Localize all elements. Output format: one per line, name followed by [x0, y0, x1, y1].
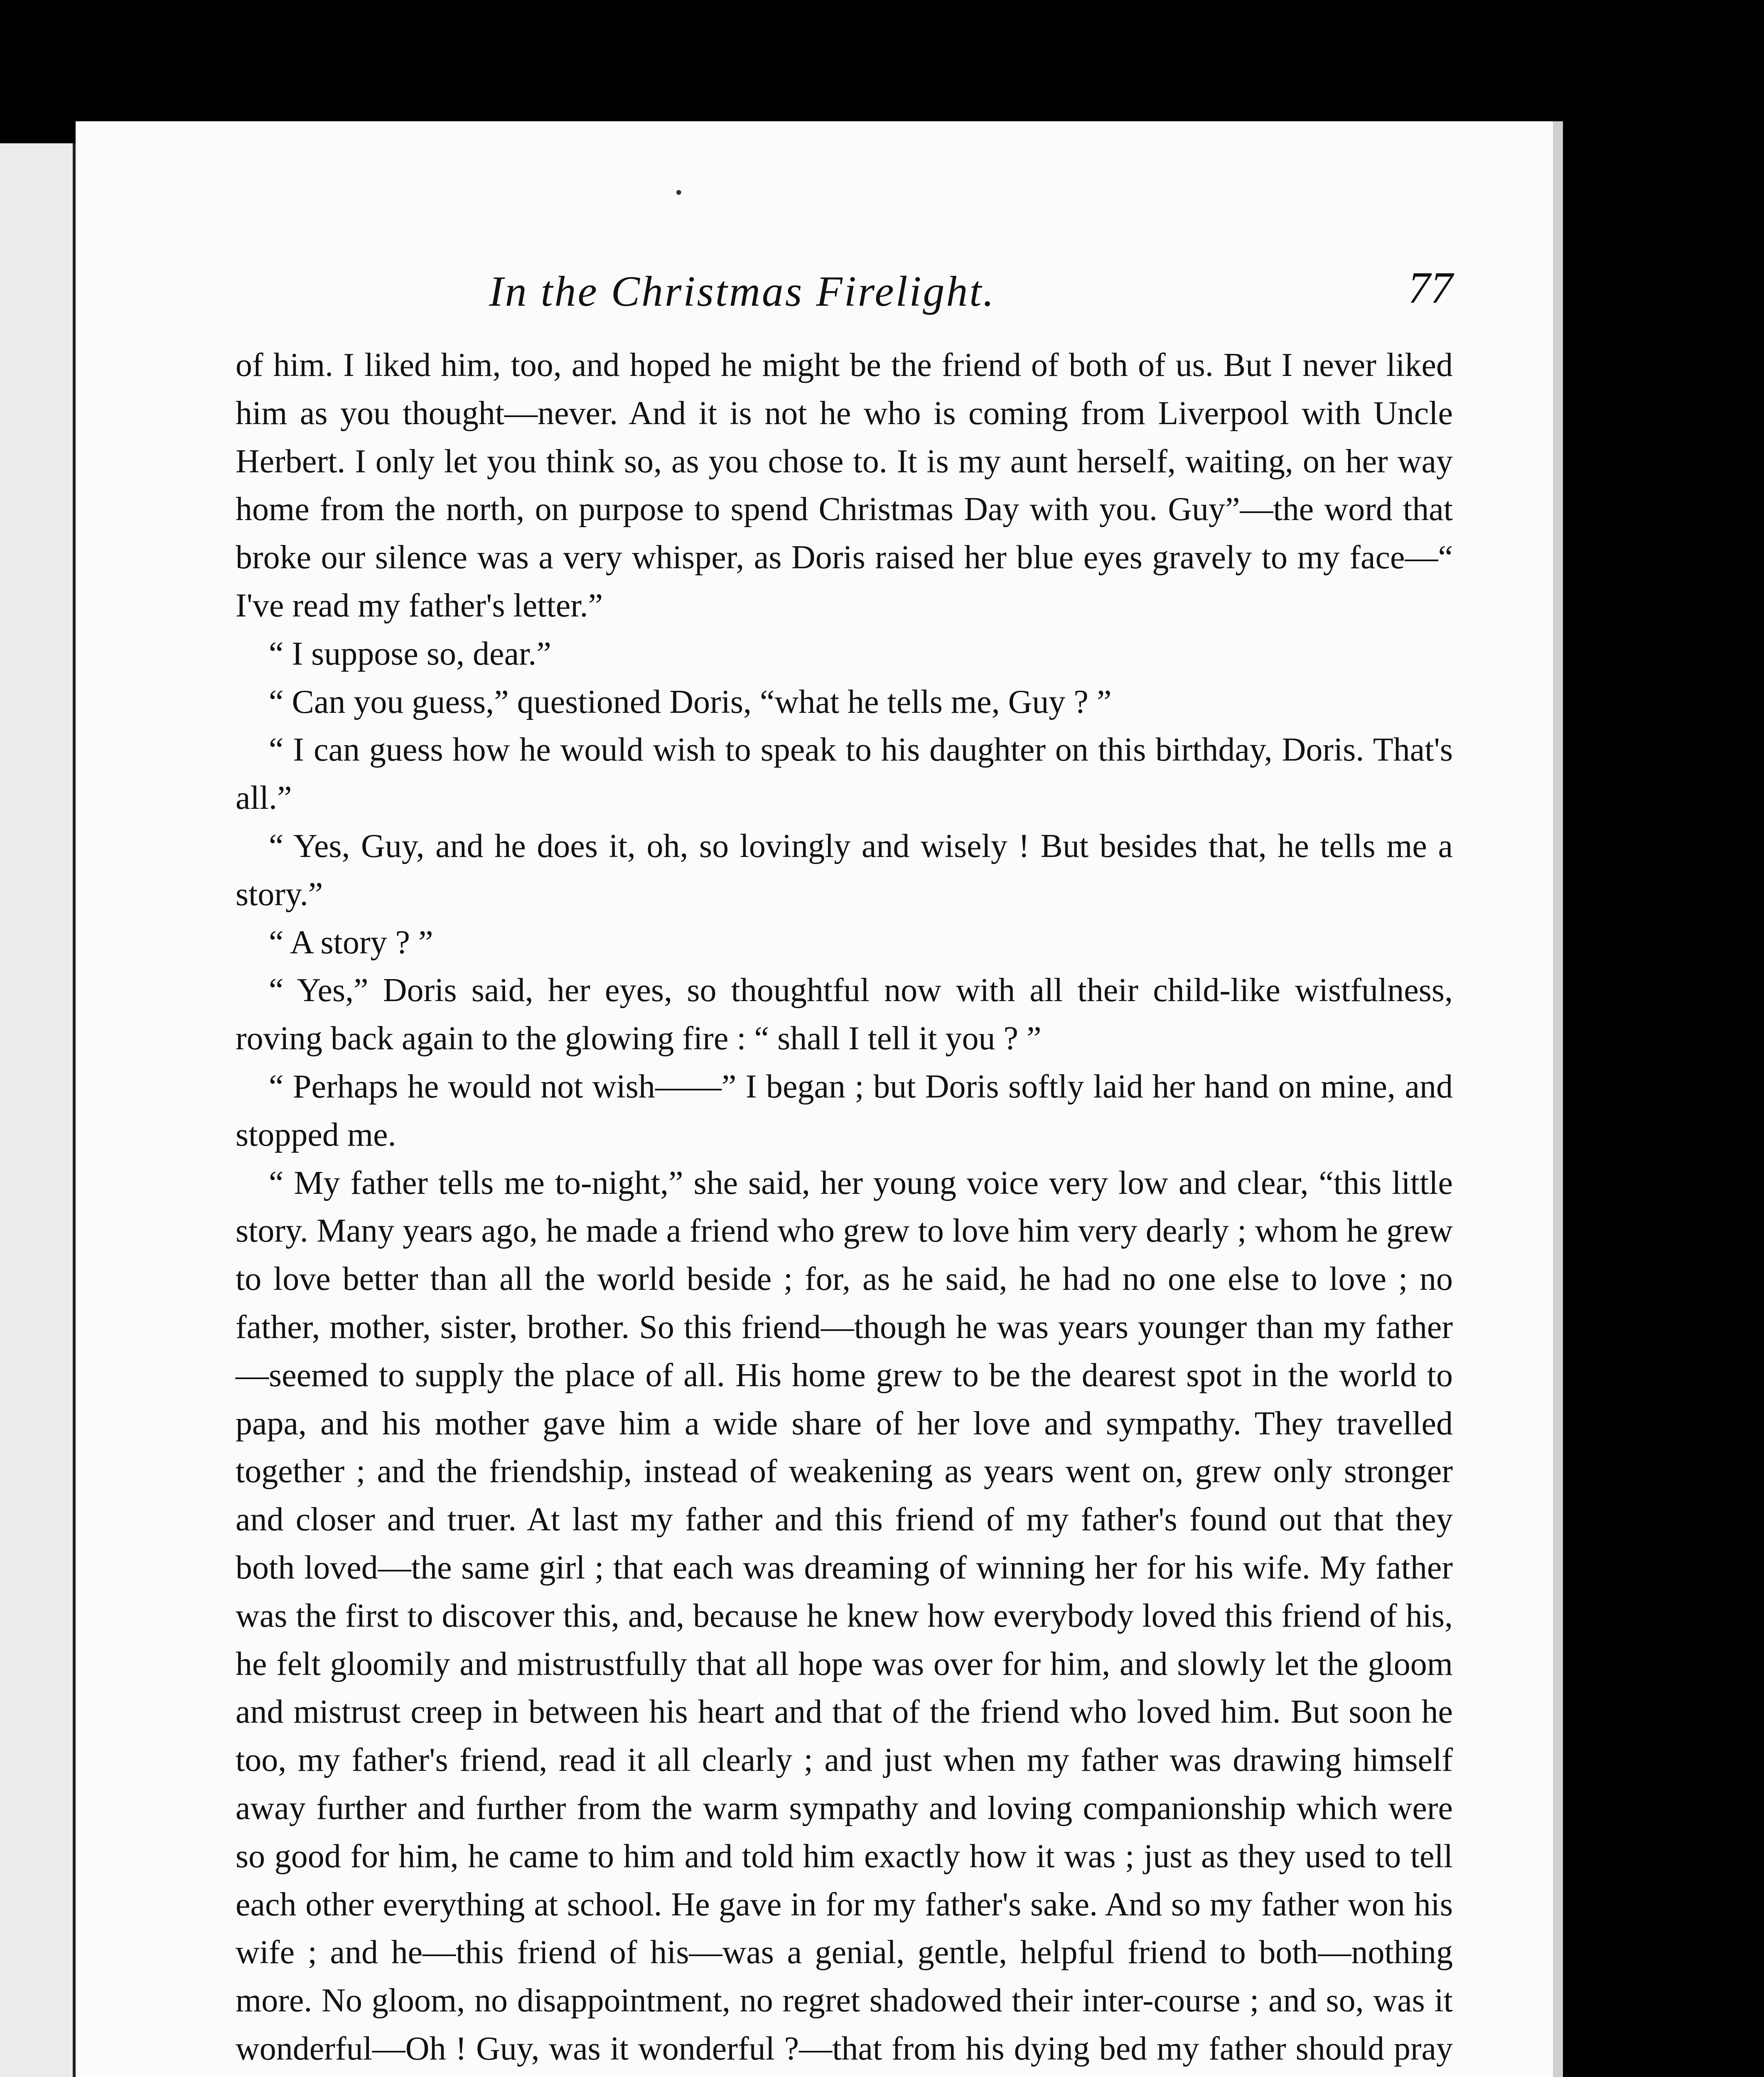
body-text — [236, 341, 1453, 2077]
book-page — [76, 121, 1563, 2077]
scan-speck: • — [674, 184, 684, 203]
paragraph: “ Yes, Guy, and he does it, oh, so lovingly and wisely ! But besides that, he tells me a story.” — [236, 827, 1453, 913]
paragraph: “ Yes,” Doris said, her eyes, so thoughtful now with all their child-like wistfulness, roving back again to the glowing fire : “ shall I tell it you ? ” — [236, 972, 1453, 1057]
paragraph: of him. I liked him, too, and hoped he might be the friend of both of us. But I never liked him as you thought—never. And it is not he who is coming from Liverpool with Uncle Herbert. I only let you think so, as you chose to. It is my aunt herself, waiting, on her way home from the north, on purpose to spend Christmas Day with you. Guy”—the word that broke our silence was a very whisper, as Doris raised her blue eyes gravely to my face—“ I've read my father's letter.” — [236, 347, 1453, 624]
previous-page-edge — [0, 143, 77, 2077]
paragraph: “ A story ? ” — [269, 924, 433, 961]
running-title: In the Christmas Firelight. — [489, 268, 996, 315]
paragraph: “ My father tells me to-night,” she said, her young voice very low and clear, “this little story. Many years ago, he made a friend who grew to love him very dearly ; whom he grew to love better than all the world beside ; for, as he said, he had no one else to love ; no father, mother, sister, brother. So this friend—though he was years younger than my father—seemed to supply the place of all. His home grew to be the dearest spot in the world to papa, and his mother gave him a wide share of her love and sympathy. They travelled together ; and the friendship, instead of weakening as years went on, grew only stronger and closer and truer. At last my father and this friend of my father's found out that they both loved—the same girl ; that each was dreaming of winning her for his wife. My father was the first to discover this, and, because he knew how everybody loved this friend of his, he felt gloomily and mistrustfully that all hope was over for him, and slowly let the gloom and mistrust creep in between his heart and that of the friend who loved him. But soon he too, my father's friend, read it all clearly ; and just when my father was drawing himself away further and further from the warm sympathy and loving companionship which were so good for him, he came to him and told him exactly how it was ; just as they used to tell each other everything at school. He gave in for my father's sake. And so my father won his wife ; and he—this friend of his—was a genial, gentle, helpful friend to both—nothing more. No gloom, no disappointment, no regret shadowed their inter-course ; and so, was it wonderful—Oh ! Guy, was it wonderful ?—that from his dying bed my father should pray — [236, 1164, 1453, 2067]
running-head — [236, 263, 1453, 329]
paragraph: “ I suppose so, dear.” — [269, 635, 551, 672]
page-number: 77 — [1408, 263, 1453, 313]
paragraph: “ I can guess how he would wish to speak to his daughter on this birthday, Doris. That's all.” — [236, 732, 1453, 817]
paragraph: “ Can you guess,” questioned Doris, “what he tells me, Guy ? ” — [269, 683, 1112, 720]
paragraph: “ Perhaps he would not wish——” I began ; but Doris softly laid her hand on mine, and stopped me. — [236, 1068, 1453, 1153]
